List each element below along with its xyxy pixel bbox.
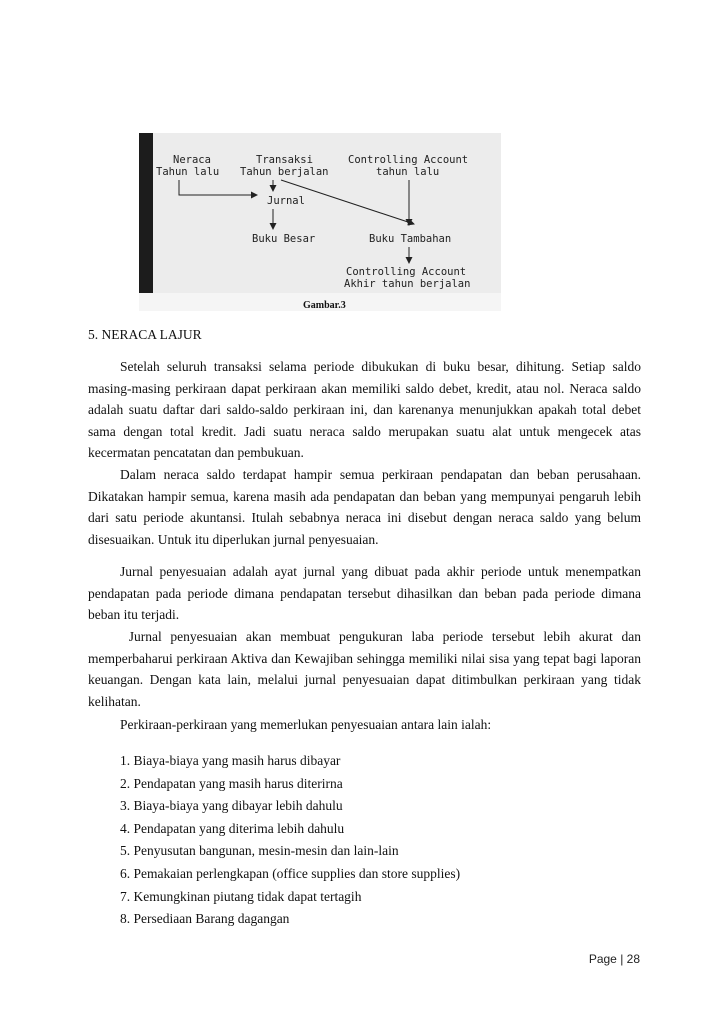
paragraph-4 [88, 626, 641, 712]
flow-diagram [139, 133, 501, 311]
node-buku-besar: Buku Besar [252, 233, 316, 245]
list-item: 7. Kemungkinan piutang tidak dapat tertagih [120, 888, 362, 904]
list-item: 4. Pendapatan yang diterima lebih dahulu [120, 820, 345, 836]
paragraph-4-text: Jurnal penyesuaian akan membuat pengukuran laba periode tersebut lebih akurat dan memperbaharui perkiraan Aktiva dan Kewajiban sehingga memiliki nilai sisa yang tepat bagi laporan keuangan. Dengan kata lain, melalui jurnal penyesuaian dapat ditimbulkan perkiraan yang tidak kelihatan. [88, 629, 641, 709]
list-item: 8. Persediaan Barang dagangan [120, 911, 290, 927]
page-number: Page | 28 [588, 952, 640, 966]
node-neraca-line2: Tahun lalu [156, 166, 220, 178]
node-neraca-line1: Neraca [173, 154, 211, 166]
section-heading: 5. NERACA LAJUR [88, 327, 202, 342]
paragraph-3-text: Jurnal penyesuaian adalah ayat jurnal yang dibuat pada akhir periode untuk menempatkan pendapatan pada periode dimana pendapatan tersebut dihasilkan dan beban pada periode dimana beban itu terjadi. [88, 564, 641, 622]
list-item: 6. Pemakaian perlengkapan (office supplies dan store supplies) [120, 865, 461, 881]
node-controlling-top-line2: tahun lalu [376, 166, 440, 178]
list-item: 5. Penyusutan bangunan, mesin-mesin dan lain-lain [120, 843, 399, 859]
node-controlling-top-line1: Controlling Account [348, 154, 469, 166]
node-transaksi-line2: Tahun berjalan [240, 166, 329, 178]
list-intro: Perkiraan-perkiraan yang memerlukan penyesuaian antara lain ialah: [120, 717, 492, 732]
paragraph-3 [88, 561, 641, 626]
adjustment-list [120, 750, 460, 931]
figure-caption: Gambar.3 [303, 300, 346, 311]
paragraph-1-text: Setelah seluruh transaksi selama periode dibukukan di buku besar, dihitung. Setiap saldo masing-masing perkiraan dapat perkiraan akan memiliki saldo debet, kredit, atau nol. Neraca saldo adalah suatu daftar dari saldo-saldo perkiraan ini, dan karenanya menunjukkan apakah total debet sama dengan total kredit. Jadi suatu neraca saldo merupakan suatu alat untuk mengecek atas kecermatan pencatatan dan pembukuan. [88, 359, 641, 460]
node-controlling-bottom-line1: Controlling Account [346, 266, 467, 278]
list-item: 1. Biaya-biaya yang masih harus dibayar [120, 753, 341, 768]
flow-diagram-figure [139, 133, 501, 311]
node-jurnal: Jurnal [267, 195, 305, 207]
paragraph-2-text: Dalam neraca saldo terdapat hampir semua perkiraan pendapatan dan beban perusahaan. Dikatakan hampir semua, karena masih ada pendapatan dan beban yang mempunyai pengaruh lebih dari satu periode akuntansi. Itulah sebabnya neraca ini disebut dengan neraca saldo yang belum disesuaikan. Untuk itu diperlukan jurnal penyesuaian. [88, 467, 641, 547]
node-buku-tambahan: Buku Tambahan [369, 233, 452, 245]
node-controlling-bottom-line2: Akhir tahun berjalan [344, 278, 471, 290]
list-item: 2. Pendapatan yang masih harus diterirna [120, 775, 343, 791]
paragraph-1 [88, 356, 641, 464]
list-item: 3. Biaya-biaya yang dibayar lebih dahulu [120, 798, 343, 814]
node-transaksi-line1: Transaksi [256, 154, 313, 166]
paragraph-2 [88, 464, 641, 550]
arrow-neraca-to-jurnal [179, 180, 257, 195]
